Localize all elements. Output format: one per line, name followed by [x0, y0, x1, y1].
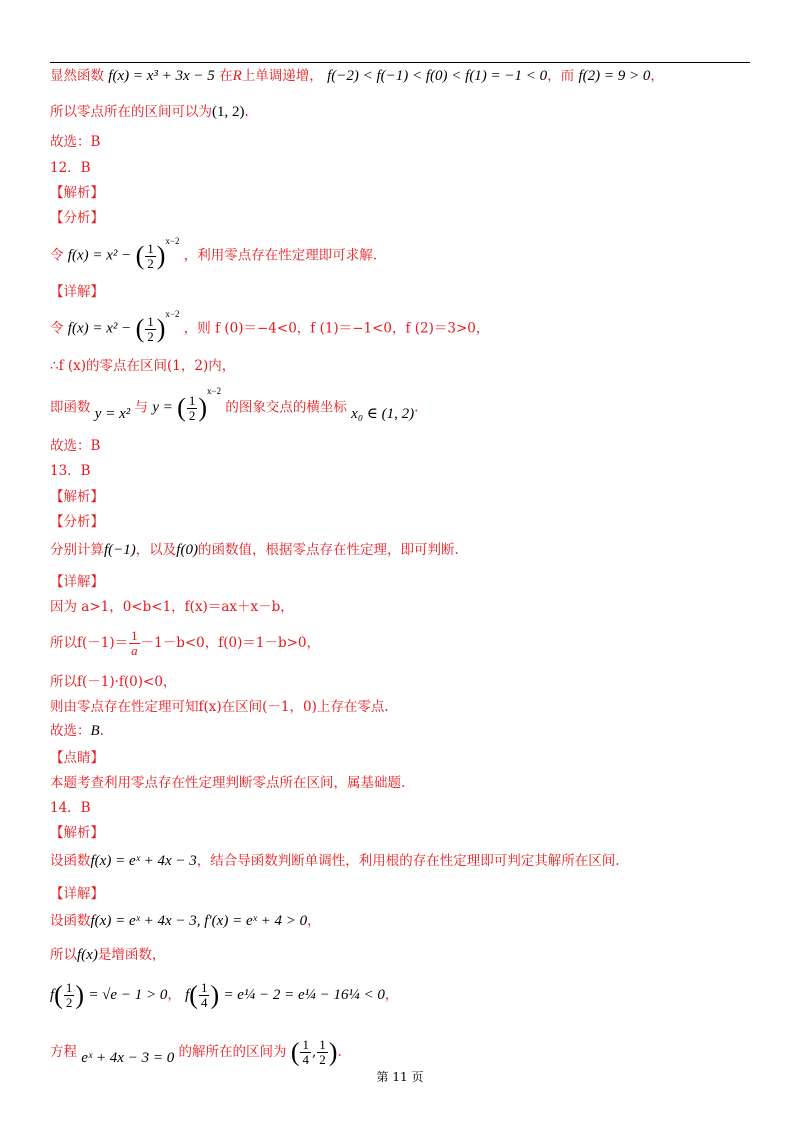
fraction-quarter: $\frac{1}{4}$ — [302, 1037, 309, 1067]
fraction-half: $\frac{1}{2}$ — [147, 313, 154, 344]
line-q14-detail: 设函数f(x) = eˣ + 4x − 3, f′(x) = eˣ + 4 > 0， — [50, 913, 321, 929]
fraction-quarter: $\frac{1}{4}$ — [200, 980, 208, 1010]
line-monotonic: 显然函数 f(x) = x³ + 3x − 5 在R上单调递增， f(−2) < f(−1) < f(0) < f(1) = −1 < 0，而 f(2) = 9 > 0， — [50, 68, 664, 84]
dianjing-13: 【点睛】 — [50, 750, 104, 766]
line-intersection: 即函数 y = x² 与 y = ( $\frac{1}{2}$ )$^{x-2}$ 的图象交点的横坐标 x₀ ∈ (1, 2). — [50, 386, 419, 423]
q12-header: 12．B — [50, 160, 91, 176]
fraction-half: $\frac{1}{2}$ — [188, 392, 196, 423]
line-increasing: 所以f(x)是增函数， — [50, 947, 166, 963]
fenxi-13: 【分析】 — [50, 514, 104, 530]
xiangjie-13: 【详解】 — [50, 574, 104, 590]
q14-header: 14．B — [50, 800, 91, 816]
line-q12-analysis: 令 f(x) = x² − ( $\frac{1}{2}$ )$^{x-2}$ ，利用零点存在性定理即可求解. — [50, 236, 378, 271]
jiexi-13: 【解析】 — [50, 489, 104, 505]
fraction-half: $\frac{1}{2}$ — [65, 980, 73, 1010]
jiexi-12: 【解析】 — [50, 185, 104, 201]
jiexi-14: 【解析】 — [50, 825, 104, 841]
answer-11: 故选：B — [50, 134, 101, 150]
line-q12-detail: 令 f(x) = x² − ( $\frac{1}{2}$ )$^{x-2}$ ，则 f (0)＝−4<0，f (1)＝−1<0，f (2)＝3>0， — [50, 309, 490, 344]
line-evaluations: f( $\frac{1}{2}$ ) = √e − 1 > 0， f( $\frac{1}{4}$ ) = e¼ − 2 = e¼ − 16¼ < 0， — [50, 980, 399, 1010]
page-footer: 第 11 页 — [376, 1070, 424, 1084]
line-product: 所以f(－1)·f(0)<0， — [50, 674, 177, 690]
line-q13-analysis: 分别计算f(−1)，以及f(0)的函数值，根据零点存在性定理，即可判断. — [50, 542, 459, 558]
answer-13: 故选：B. — [50, 723, 104, 739]
line-conclusion: 则由零点存在性定理可知f(x)在区间(－1，0)上存在零点. — [50, 699, 389, 715]
fenxi-12: 【分析】 — [50, 210, 104, 226]
line-interval: 所以零点所在的区间可以为(1, 2). — [50, 104, 249, 120]
xiangjie-14: 【详解】 — [50, 886, 104, 902]
xiangjie-12: 【详解】 — [50, 284, 104, 300]
fraction-half: $\frac{1}{2}$ — [147, 240, 154, 271]
line-summary: 本题考查利用零点存在性定理判断零点所在区间，属基础题. — [50, 775, 406, 791]
answer-12: 故选：B — [50, 438, 101, 454]
line-zero-in-interval: ∴f (x)的零点在区间(1，2)内， — [50, 358, 236, 374]
q13-header: 13．B — [50, 463, 91, 479]
fraction-one-over-a: $\frac{1}{a}$ — [131, 628, 138, 658]
line-q14-analysis: 设函数f(x) = eˣ + 4x − 3，结合导函数判断单调性，利用根的存在性定理即可判定其解所在区间. — [50, 853, 620, 869]
line-given: 因为 a>1，0<b<1，f(x)＝ax＋x－b， — [50, 599, 294, 615]
header-rule — [50, 62, 750, 63]
line-equation-interval: 方程 eˣ + 4x − 3 = 0 的解所在的区间为 ( $\frac{1}{4}$ , $\frac{1}{2}$ ). — [50, 1037, 342, 1067]
line-f-neg1: 所以f(－1)＝ $\frac{1}{a}$ －1－b<0，f(0)＝1－b>0， — [50, 628, 321, 658]
fraction-half: $\frac{1}{2}$ — [319, 1037, 326, 1067]
